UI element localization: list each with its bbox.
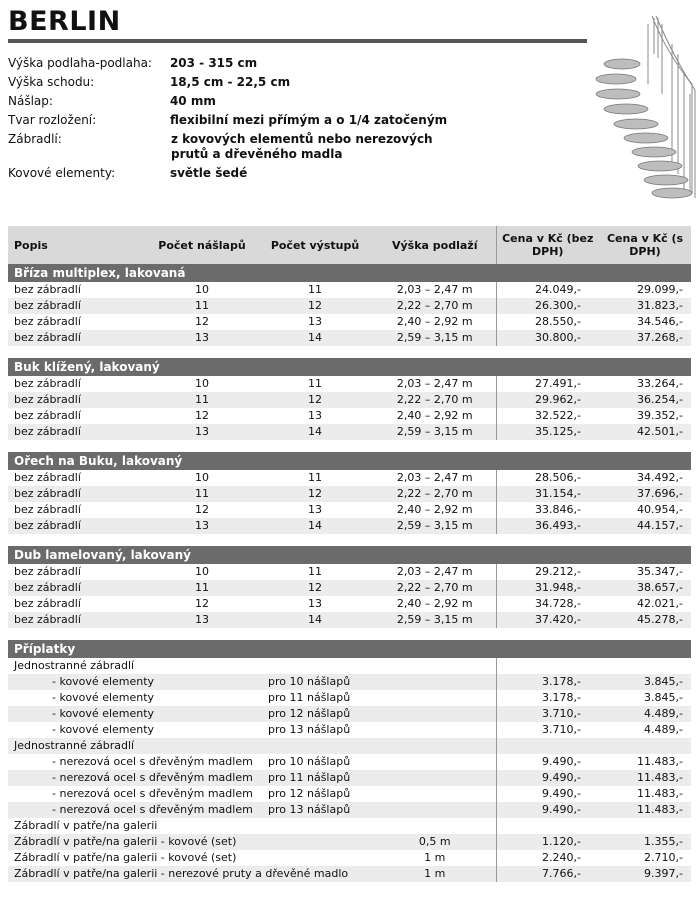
cell-naslapu: 13 (148, 518, 256, 534)
section-gap (8, 628, 691, 640)
gap-cell (8, 534, 691, 546)
spec-value: 40 mm (169, 94, 216, 108)
cell-popis: bez zábradlí (8, 470, 148, 486)
section-header (8, 264, 691, 282)
cell-vystupu: 14 (256, 424, 374, 440)
cell-vystupu: 14 (256, 330, 374, 346)
table-row (8, 850, 691, 866)
cell-rozsah: pro 11 nášlapů (256, 770, 496, 786)
cell-rozsah: pro 10 nášlapů (256, 674, 496, 690)
group-header (8, 658, 691, 674)
table-row (8, 424, 691, 440)
table-row (8, 706, 691, 722)
cell-popis: bez zábradlí (8, 502, 148, 518)
cell-cena-s: 42.021,- (599, 596, 691, 612)
table-row (8, 596, 691, 612)
col-cena-s: Cena v Kč (s DPH) (599, 226, 691, 264)
cell-cena-s: 11.483,- (599, 770, 691, 786)
spec-label: Výška podlaha-podlaha: (8, 56, 152, 70)
cell-cena-s: 44.157,- (599, 518, 691, 534)
spec-row (8, 94, 468, 109)
cell-popis: bez zábradlí (8, 612, 148, 628)
col-vystupu: Počet výstupů (256, 226, 374, 264)
cell-cena-bez: 9.490,- (496, 802, 599, 818)
spec-value: flexibilní mezi přímým a o 1/4 zatočeným (169, 113, 448, 127)
cell-cena-s: 29.099,- (599, 282, 691, 298)
spec-row (8, 56, 468, 71)
cell-empty (496, 738, 599, 754)
table-row (8, 376, 691, 392)
cell-cena-s: 3.845,- (599, 674, 691, 690)
cell-naslapu: 10 (148, 470, 256, 486)
cell-popis: bez zábradlí (8, 330, 148, 346)
cell-vystupu: 12 (256, 298, 374, 314)
cell-vyska: 2,22 – 2,70 m (374, 392, 496, 408)
gap-cell (8, 440, 691, 452)
cell-cena-bez: 36.493,- (496, 518, 599, 534)
cell-popis: - kovové elementy (8, 674, 256, 690)
cell-vystupu: 14 (256, 612, 374, 628)
section-title: Bříza multiplex, lakovaná (8, 264, 691, 282)
table-row (8, 392, 691, 408)
table-row (8, 754, 691, 770)
cell-popis: - nerezová ocel s dřevěným madlem (8, 770, 256, 786)
cell-popis: Zábradlí v patře/na galerii - kovové (set) (8, 850, 374, 866)
cell-cena-s: 38.657,- (599, 580, 691, 596)
cell-delka: 1 m (374, 866, 496, 882)
cell-naslapu: 11 (148, 392, 256, 408)
cell-naslapu: 11 (148, 580, 256, 596)
cell-popis: bez zábradlí (8, 486, 148, 502)
cell-naslapu: 12 (148, 314, 256, 330)
cell-naslapu: 10 (148, 564, 256, 580)
cell-popis: bez zábradlí (8, 596, 148, 612)
cell-vystupu: 13 (256, 502, 374, 518)
cell-popis: - kovové elementy (8, 690, 256, 706)
cell-cena-bez: 1.120,- (496, 834, 599, 850)
table-row (8, 612, 691, 628)
table-row (8, 834, 691, 850)
spec-label: Kovové elementy: (8, 166, 116, 180)
section-header (8, 452, 691, 470)
spec-value: 203 - 315 cm (169, 56, 258, 70)
cell-popis: bez zábradlí (8, 518, 148, 534)
section-header (8, 358, 691, 376)
cell-cena-bez: 3.710,- (496, 722, 599, 738)
page-title: BERLIN (8, 6, 121, 37)
spec-value: světle šedé (169, 166, 248, 180)
cell-popis: - kovové elementy (8, 722, 256, 738)
cell-vyska: 2,03 – 2,47 m (374, 564, 496, 580)
cell-popis: - nerezová ocel s dřevěným madlem (8, 754, 256, 770)
cell-cena-s: 45.278,- (599, 612, 691, 628)
cell-cena-s: 1.355,- (599, 834, 691, 850)
cell-vyska: 2,40 – 2,92 m (374, 502, 496, 518)
cell-cena-bez: 28.506,- (496, 470, 599, 486)
cell-cena-s: 39.352,- (599, 408, 691, 424)
cell-rozsah: pro 12 nášlapů (256, 786, 496, 802)
cell-cena-bez: 3.710,- (496, 706, 599, 722)
table-row (8, 580, 691, 596)
cell-naslapu: 11 (148, 486, 256, 502)
table-row (8, 786, 691, 802)
cell-cena-s: 37.268,- (599, 330, 691, 346)
cell-cena-s: 37.696,- (599, 486, 691, 502)
cell-rozsah: pro 13 nášlapů (256, 722, 496, 738)
cell-naslapu: 12 (148, 502, 256, 518)
spec-row (8, 132, 468, 162)
spec-label: Zábradlí: (8, 132, 62, 146)
cell-popis: bez zábradlí (8, 282, 148, 298)
cell-naslapu: 10 (148, 376, 256, 392)
section-title: Příplatky (8, 640, 691, 658)
specs-list (8, 56, 468, 185)
section-title: Buk klížený, lakovaný (8, 358, 691, 376)
cell-popis: bez zábradlí (8, 424, 148, 440)
table-row (8, 770, 691, 786)
cell-cena-bez: 28.550,- (496, 314, 599, 330)
cell-cena-s: 2.710,- (599, 850, 691, 866)
cell-delka: 1 m (374, 850, 496, 866)
cell-cena-bez: 31.154,- (496, 486, 599, 502)
table-row (8, 330, 691, 346)
table-row (8, 802, 691, 818)
cell-popis: bez zábradlí (8, 392, 148, 408)
table-row (8, 314, 691, 330)
cell-empty (599, 818, 691, 834)
table-row (8, 690, 691, 706)
cell-naslapu: 11 (148, 298, 256, 314)
cell-vyska: 2,40 – 2,92 m (374, 596, 496, 612)
cell-cena-bez: 34.728,- (496, 596, 599, 612)
cell-vyska: 2,59 – 3,15 m (374, 330, 496, 346)
cell-empty (496, 818, 599, 834)
cell-vystupu: 11 (256, 282, 374, 298)
cell-cena-bez: 9.490,- (496, 770, 599, 786)
cell-cena-bez: 9.490,- (496, 754, 599, 770)
cell-vyska: 2,03 – 2,47 m (374, 282, 496, 298)
cell-vystupu: 11 (256, 376, 374, 392)
cell-vystupu: 12 (256, 392, 374, 408)
col-cena-bez: Cena v Kč (bez DPH) (496, 226, 599, 264)
cell-cena-bez: 3.178,- (496, 674, 599, 690)
cell-vyska: 2,40 – 2,92 m (374, 314, 496, 330)
spec-row (8, 113, 468, 128)
cell-cena-s: 33.264,- (599, 376, 691, 392)
cell-naslapu: 13 (148, 330, 256, 346)
cell-popis: - nerezová ocel s dřevěným madlem (8, 802, 256, 818)
col-naslapu: Počet nášlapů (148, 226, 256, 264)
cell-naslapu: 10 (148, 282, 256, 298)
cell-cena-bez: 37.420,- (496, 612, 599, 628)
cell-empty (599, 658, 691, 674)
group-title: Jednostranné zábradlí (8, 658, 496, 674)
group-header (8, 738, 691, 754)
cell-cena-bez: 29.212,- (496, 564, 599, 580)
cell-naslapu: 12 (148, 596, 256, 612)
cell-cena-s: 35.347,- (599, 564, 691, 580)
cell-cena-bez: 24.049,- (496, 282, 599, 298)
cell-naslapu: 13 (148, 612, 256, 628)
table-row (8, 722, 691, 738)
spec-value: z kovových elementů nebo nerezových prutů a dřevěného madla (171, 132, 433, 161)
cell-vyska: 2,22 – 2,70 m (374, 486, 496, 502)
table-row (8, 298, 691, 314)
cell-naslapu: 12 (148, 408, 256, 424)
cell-rozsah: pro 10 nášlapů (256, 754, 496, 770)
cell-vystupu: 14 (256, 518, 374, 534)
cell-popis: Zábradlí v patře/na galerii - kovové (set) (8, 834, 374, 850)
cell-cena-s: 36.254,- (599, 392, 691, 408)
gap-cell (8, 346, 691, 358)
spec-label: Nášlap: (8, 94, 53, 108)
cell-popis: bez zábradlí (8, 580, 148, 596)
spec-label: Tvar rozložení: (8, 113, 97, 127)
section-gap (8, 346, 691, 358)
cell-vystupu: 13 (256, 408, 374, 424)
table-row (8, 866, 691, 882)
staircase-illustration (592, 14, 696, 200)
cell-delka: 0,5 m (374, 834, 496, 850)
cell-popis: bez zábradlí (8, 376, 148, 392)
table-row (8, 408, 691, 424)
spec-value: 18,5 cm - 22,5 cm (169, 75, 291, 89)
cell-vystupu: 12 (256, 580, 374, 596)
cell-rozsah: pro 12 nášlapů (256, 706, 496, 722)
cell-rozsah: pro 11 nášlapů (256, 690, 496, 706)
cell-vyska: 2,22 – 2,70 m (374, 298, 496, 314)
table-header-row (8, 226, 691, 264)
section-header (8, 546, 691, 564)
cell-cena-bez: 26.300,- (496, 298, 599, 314)
cell-cena-s: 4.489,- (599, 722, 691, 738)
cell-cena-bez: 30.800,- (496, 330, 599, 346)
cell-cena-bez: 35.125,- (496, 424, 599, 440)
cell-popis: bez zábradlí (8, 314, 148, 330)
section-header (8, 640, 691, 658)
cell-cena-s: 11.483,- (599, 802, 691, 818)
cell-cena-s: 42.501,- (599, 424, 691, 440)
cell-cena-bez: 32.522,- (496, 408, 599, 424)
cell-vyska: 2,22 – 2,70 m (374, 580, 496, 596)
cell-vyska: 2,03 – 2,47 m (374, 376, 496, 392)
table-row (8, 564, 691, 580)
table-row (8, 674, 691, 690)
group-title: Jednostranné zábradlí (8, 738, 496, 754)
cell-vystupu: 11 (256, 564, 374, 580)
cell-popis: - nerezová ocel s dřevěným madlem (8, 786, 256, 802)
cell-cena-bez: 2.240,- (496, 850, 599, 866)
cell-popis: bez zábradlí (8, 298, 148, 314)
table-row (8, 470, 691, 486)
cell-vystupu: 13 (256, 596, 374, 612)
group-title: Zábradlí v patře/na galerii (8, 818, 496, 834)
spec-row (8, 75, 468, 90)
cell-cena-s: 34.546,- (599, 314, 691, 330)
cell-vyska: 2,59 – 3,15 m (374, 612, 496, 628)
cell-cena-s: 9.397,- (599, 866, 691, 882)
group-header (8, 818, 691, 834)
cell-cena-bez: 31.948,- (496, 580, 599, 596)
cell-vyska: 2,40 – 2,92 m (374, 408, 496, 424)
cell-cena-s: 40.954,- (599, 502, 691, 518)
cell-cena-bez: 9.490,- (496, 786, 599, 802)
cell-vystupu: 11 (256, 470, 374, 486)
cell-cena-bez: 29.962,- (496, 392, 599, 408)
gap-cell (8, 628, 691, 640)
cell-cena-bez: 7.766,- (496, 866, 599, 882)
cell-popis: bez zábradlí (8, 408, 148, 424)
col-vyska: Výška podlaží (374, 226, 496, 264)
cell-rozsah: pro 13 nášlapů (256, 802, 496, 818)
col-popis: Popis (8, 226, 148, 264)
section-title: Ořech na Buku, lakovaný (8, 452, 691, 470)
cell-popis: bez zábradlí (8, 564, 148, 580)
section-gap (8, 440, 691, 452)
section-title: Dub lamelovaný, lakovaný (8, 546, 691, 564)
spec-row (8, 166, 468, 181)
cell-vyska: 2,03 – 2,47 m (374, 470, 496, 486)
cell-vyska: 2,59 – 3,15 m (374, 518, 496, 534)
cell-naslapu: 13 (148, 424, 256, 440)
cell-cena-bez: 3.178,- (496, 690, 599, 706)
cell-cena-bez: 27.491,- (496, 376, 599, 392)
cell-cena-s: 31.823,- (599, 298, 691, 314)
table-row (8, 486, 691, 502)
table-row (8, 282, 691, 298)
spec-label: Výška schodu: (8, 75, 95, 89)
cell-cena-s: 3.845,- (599, 690, 691, 706)
cell-cena-s: 34.492,- (599, 470, 691, 486)
cell-vystupu: 12 (256, 486, 374, 502)
cell-cena-s: 4.489,- (599, 706, 691, 722)
table-row (8, 502, 691, 518)
cell-empty (496, 658, 599, 674)
cell-vyska: 2,59 – 3,15 m (374, 424, 496, 440)
table-row (8, 518, 691, 534)
price-table (8, 226, 691, 882)
cell-cena-bez: 33.846,- (496, 502, 599, 518)
cell-cena-s: 11.483,- (599, 786, 691, 802)
cell-popis: - kovové elementy (8, 706, 256, 722)
section-gap (8, 534, 691, 546)
cell-popis: Zábradlí v patře/na galerii - nerezové pruty a dřevěné madlo (8, 866, 374, 882)
title-divider (8, 39, 587, 43)
cell-vystupu: 13 (256, 314, 374, 330)
cell-cena-s: 11.483,- (599, 754, 691, 770)
cell-empty (599, 738, 691, 754)
